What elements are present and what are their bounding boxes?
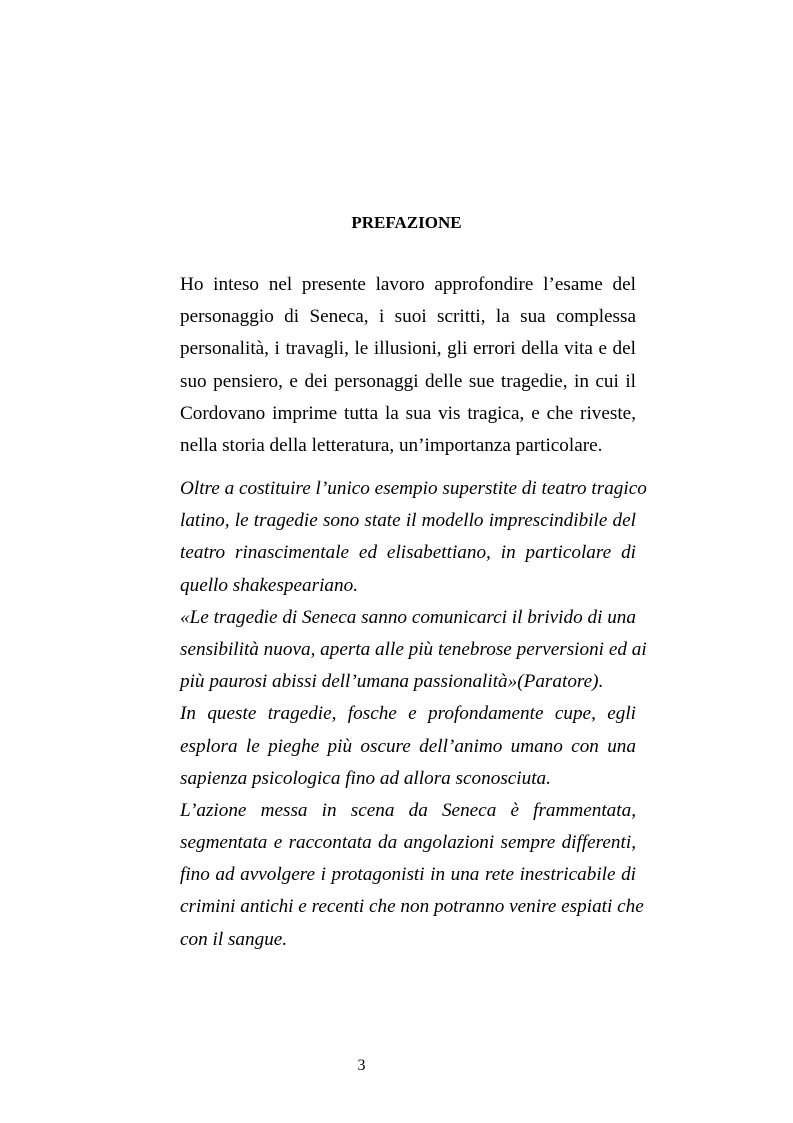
text-line: con il sangue. bbox=[180, 928, 288, 950]
text-line: nella storia della letteratura, un’importanza particolare. bbox=[180, 434, 603, 456]
page-title: PREFAZIONE bbox=[351, 213, 462, 232]
text-line: sapienza psicologica fino ad allora sconosciuta. bbox=[180, 767, 551, 789]
text-line: personaggio di Seneca, i suoi scritti, la sua complessa bbox=[180, 306, 636, 328]
text-line: esplora le pieghe più oscure dell’animo umano con una bbox=[180, 735, 636, 757]
text-line: Cordovano imprime tutta la sua vis tragica, e che riveste, bbox=[180, 402, 636, 424]
text-line: suo pensiero, e dei personaggi delle sue tragedie, in cui il bbox=[180, 370, 636, 392]
page-number: 3 bbox=[357, 1057, 366, 1074]
text-line: Ho inteso nel presente lavoro approfondire l’esame del bbox=[180, 274, 636, 295]
text-line: latino, le tragedie sono state il modello imprescindibile del bbox=[180, 510, 636, 532]
italic-paragraph bbox=[180, 473, 647, 956]
quote-line: «Le tragedie di Seneca sanno comunicarci il brivido di una bbox=[180, 606, 636, 628]
quote-line: sensibilità nuova, aperta alle più tenebrose perversioni ed ai bbox=[180, 638, 647, 660]
text-line: quello shakespeariano. bbox=[180, 574, 358, 596]
text-line: crimini antichi e recenti che non potranno venire espiati che bbox=[180, 896, 644, 918]
text-line: personalità, i travagli, le illusioni, gli errori della vita e del bbox=[180, 338, 636, 360]
text-line: teatro rinascimentale ed elisabettiano, in particolare di bbox=[180, 542, 636, 564]
text-line: segmentata e raccontata da angolazioni sempre differenti, bbox=[180, 832, 636, 854]
text-line: Oltre a costituire l’unico esempio superstite di teatro tragico bbox=[180, 478, 647, 499]
quote-line: più paurosi abissi dell’umana passionalità»(Paratore). bbox=[180, 671, 604, 693]
text-line: fino ad avvolgere i protagonisti in una rete inestricabile di bbox=[180, 864, 636, 886]
text-line: L’azione messa in scena da Seneca è frammentata, bbox=[180, 799, 636, 821]
text-line: In queste tragedie, fosche e profondamente cupe, egli bbox=[180, 703, 636, 725]
intro-paragraph bbox=[180, 269, 636, 462]
